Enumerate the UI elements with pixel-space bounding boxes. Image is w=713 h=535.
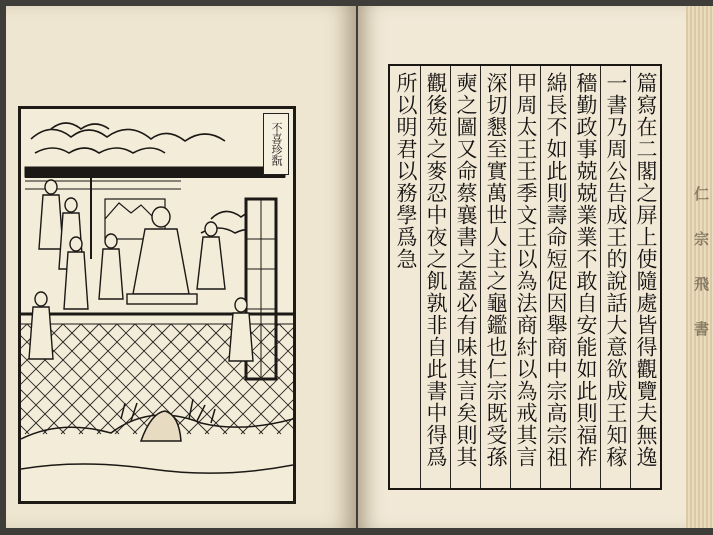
text-column-9: 所以明君以務學爲急 <box>394 72 418 270</box>
illustration-drawing <box>21 109 293 501</box>
column-rule <box>600 66 601 488</box>
column-rule <box>450 66 451 488</box>
woodblock-illustration <box>18 106 296 504</box>
column-rule <box>570 66 571 488</box>
text-column-2: 一書乃周公告成王的說話大意欲成王知稼 <box>604 72 628 468</box>
text-column-6: 深切懇至實萬世人主之龜鑑也仁宗既受孫 <box>484 72 508 468</box>
page-edges <box>686 6 713 528</box>
text-column-8: 觀後苑之麥忍中夜之飢孰非自此書中得爲 <box>424 72 448 468</box>
left-page <box>6 6 356 528</box>
text-column-3: 穡勤政事兢兢業業不敢自安能如此則福祚 <box>574 72 598 468</box>
illustration-caption: 不喜珍翫 <box>263 113 289 175</box>
column-rule <box>630 66 631 488</box>
text-column-5: 甲周太王王季文王以為法商紂以為戒其言 <box>514 72 538 468</box>
text-column-4: 綿長不如此則壽命短促因舉商中宗高宗祖 <box>544 72 568 468</box>
column-rule <box>540 66 541 488</box>
text-frame <box>388 64 662 490</box>
column-rule <box>510 66 511 488</box>
column-rule <box>480 66 481 488</box>
edge-text: 仁宗飛書 <box>692 186 710 366</box>
column-rule <box>420 66 421 488</box>
text-column-7: 奭之圖又命蔡襄書之蓋必有味其言矣則其 <box>454 72 478 468</box>
right-page <box>358 6 688 528</box>
court-figures <box>29 180 253 361</box>
text-column-1: 篇寫在二閣之屏上使隨處皆得觀覽夫無逸 <box>634 72 658 468</box>
